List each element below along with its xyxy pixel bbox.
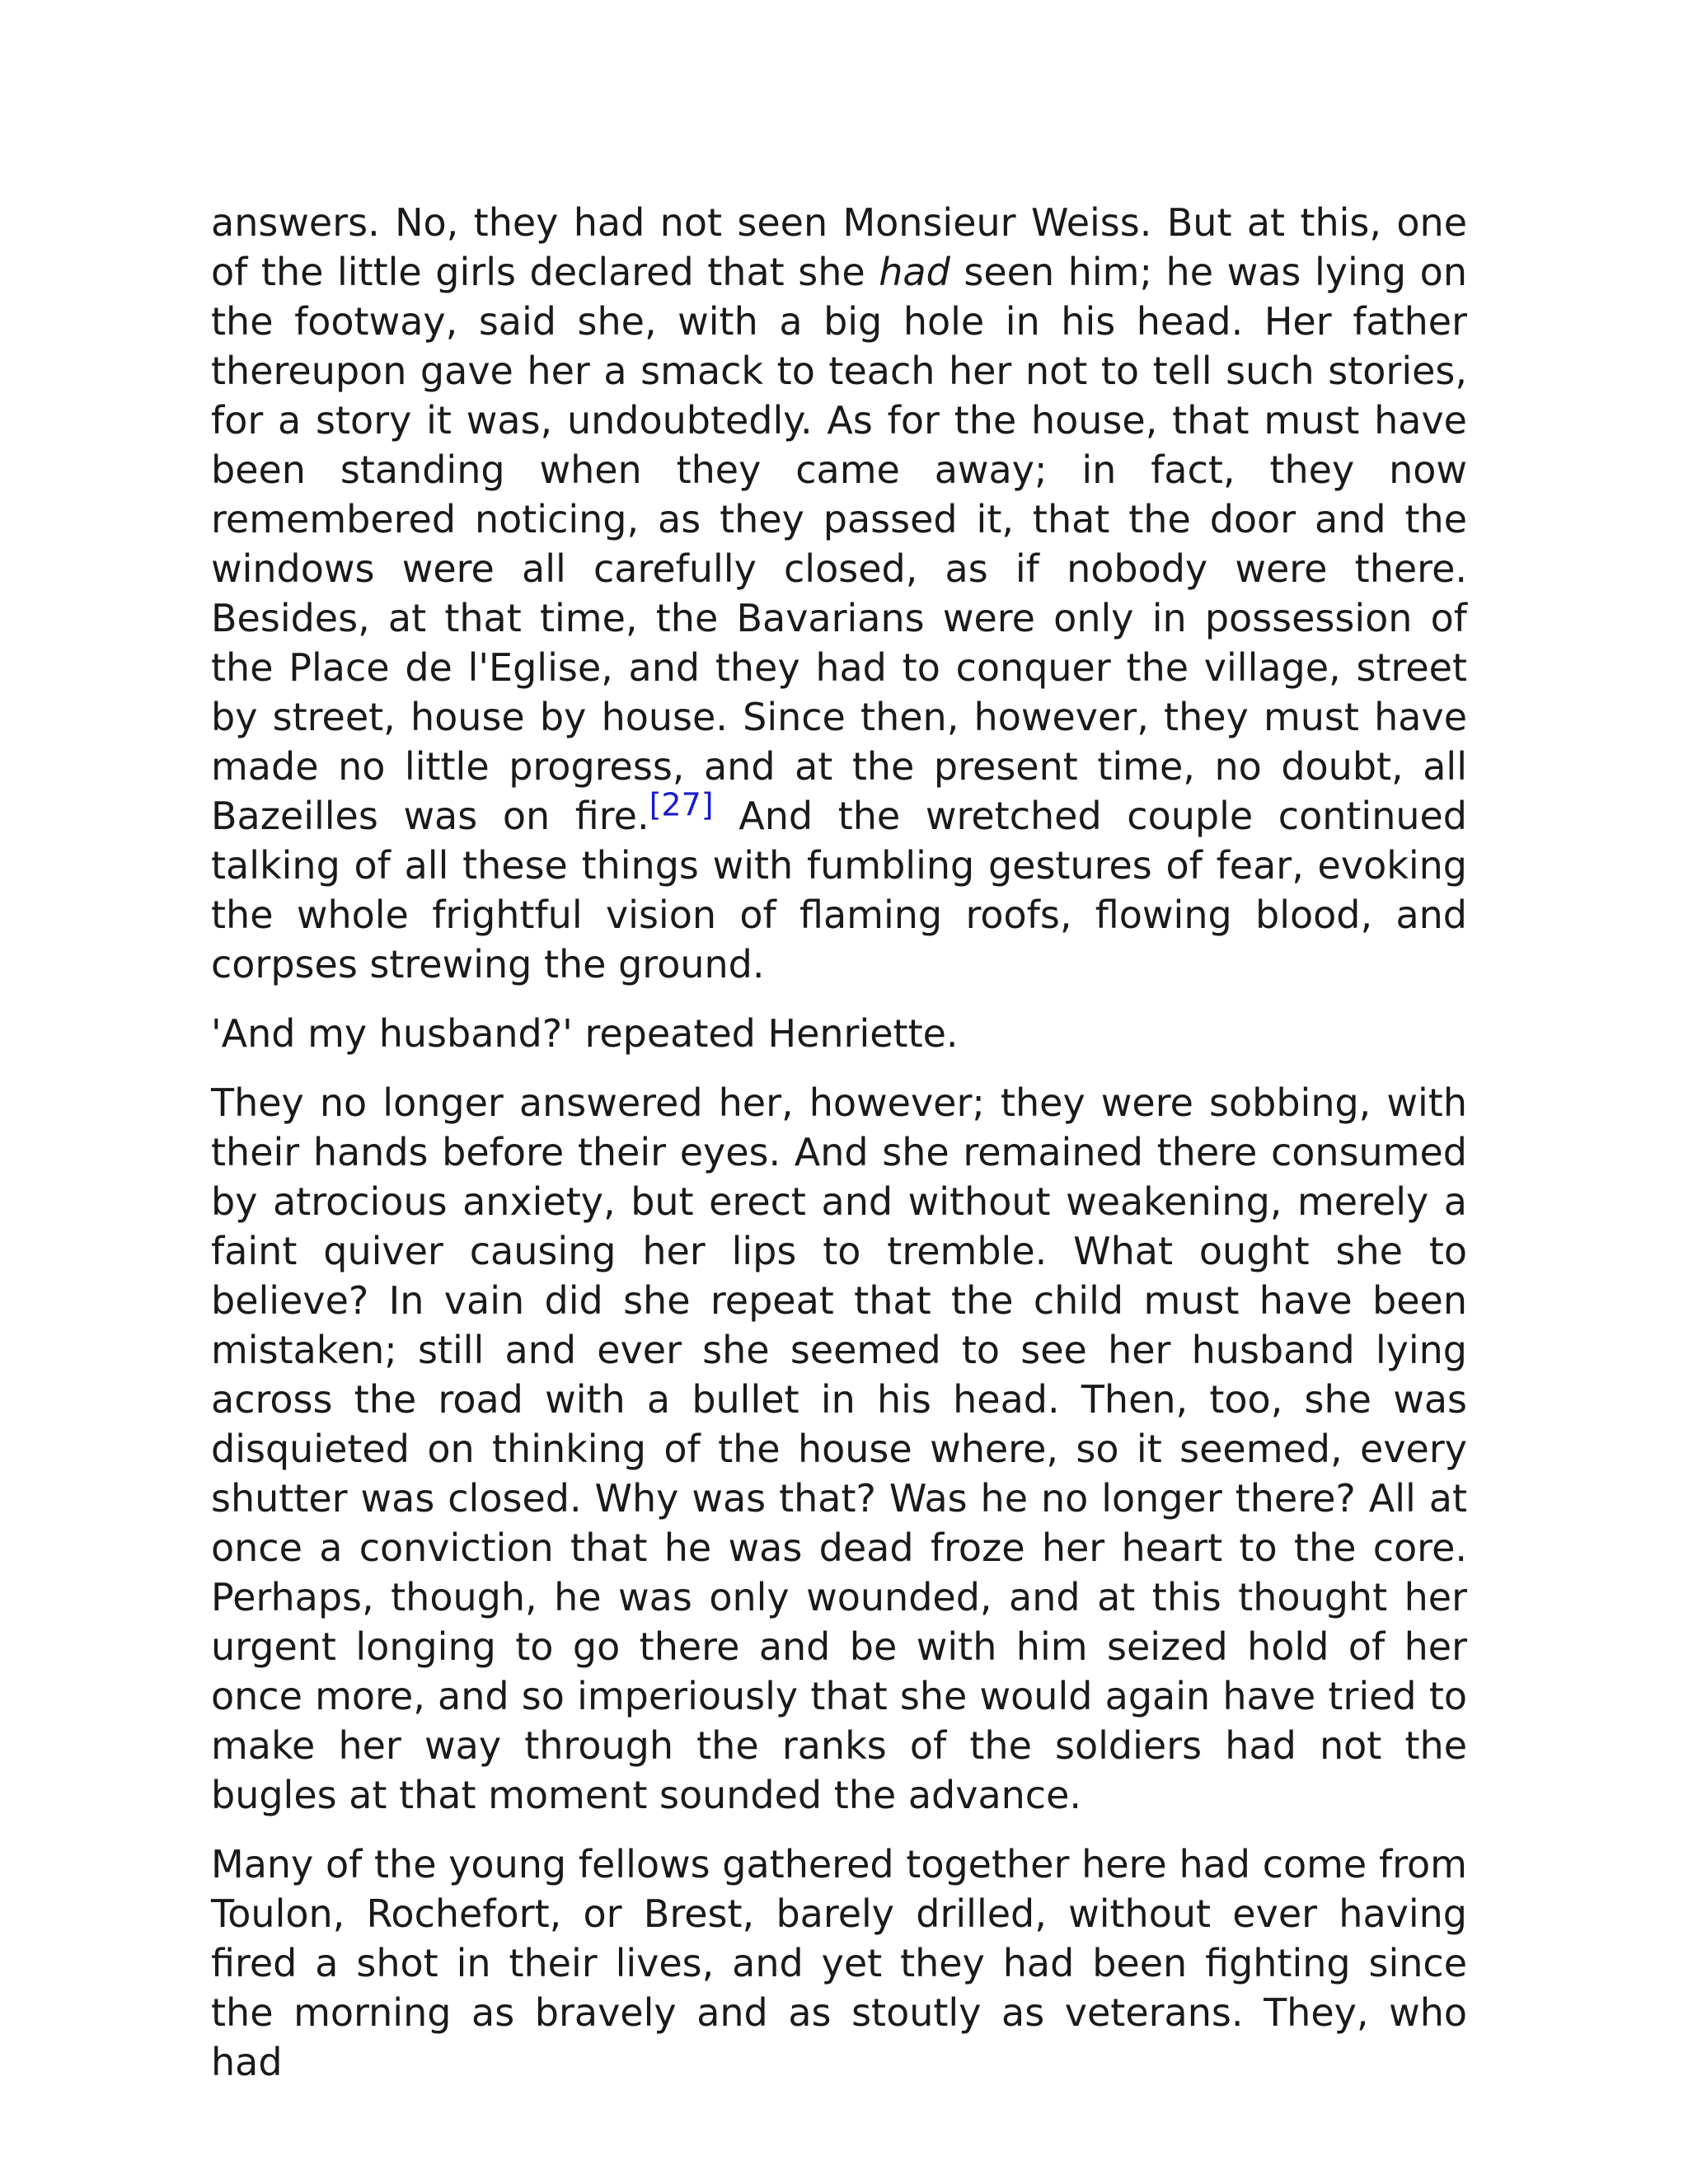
paragraph-4: Many of the young fellows gathered together here had come from Toulon, Rochefort, or Brest, barely drilled, without ever having fired a shot in their lives, and yet they had been fighting since the morning as bravely and as stoutly as veterans. They, who had: [211, 1842, 1467, 2084]
body-text: [211, 198, 1467, 2107]
emphasized-word: had: [879, 250, 950, 294]
paragraph-1-text-a: answers. No, they had not seen Monsieur Weiss. But at this, one of the little girls declared that she: [211, 200, 1467, 294]
paragraph-1-text-b: seen him; he was lying on the footway, said she, with a big hole in his head. Her father thereupon gave her a smack to teach her not to tell such stories, for a story it was, undoubtedly. As for the house, that must have been standing when they came away; in fact, they now remembered noticing, as they passed it, that the door and the windows were all carefully closed, as if nobody were there. Besides, at that time, the Bavarians were only in possession of the Place de l'Eglise, and they had to conquer the village, street by street, house by house. Since then, however, they must have made no little progress, and at the present time, no doubt, all Bazeilles was on fire.: [211, 250, 1467, 838]
paragraph-1-text-c: And the wretched couple continued talking of all these things with fumbling gestures of fear, evoking the whole frightful vision of flaming roofs, flowing blood, and corpses strewing the ground.: [211, 794, 1467, 987]
paragraph-3: They no longer answered her, however; they were sobbing, with their hands before their eyes. And she remained there consumed by atrocious anxiety, but erect and without weakening, merely a faint quiver causing her lips to tremble. What ought she to believe? In vain did she repeat that the child must have been mistaken; still and ever she seemed to see her husband lying across the road with a bullet in his head. Then, too, she was disquieted on thinking of the house where, so it seemed, every shutter was closed. Why was that? Was he no longer there? All at once a conviction that he was dead froze her heart to the core. Perhaps, though, he was only wounded, and at this thought her urgent longing to go there and be with him seized hold of her once more, and so imperiously that she would again have tried to make her way through the ranks of the soldiers had not the bugles at that moment sounded the advance.: [211, 1080, 1467, 1817]
footnote-link[interactable]: [27]: [649, 786, 714, 823]
paragraph-2: 'And my husband?' repeated Henriette.: [211, 1011, 959, 1056]
paragraph-1: [211, 198, 1467, 989]
